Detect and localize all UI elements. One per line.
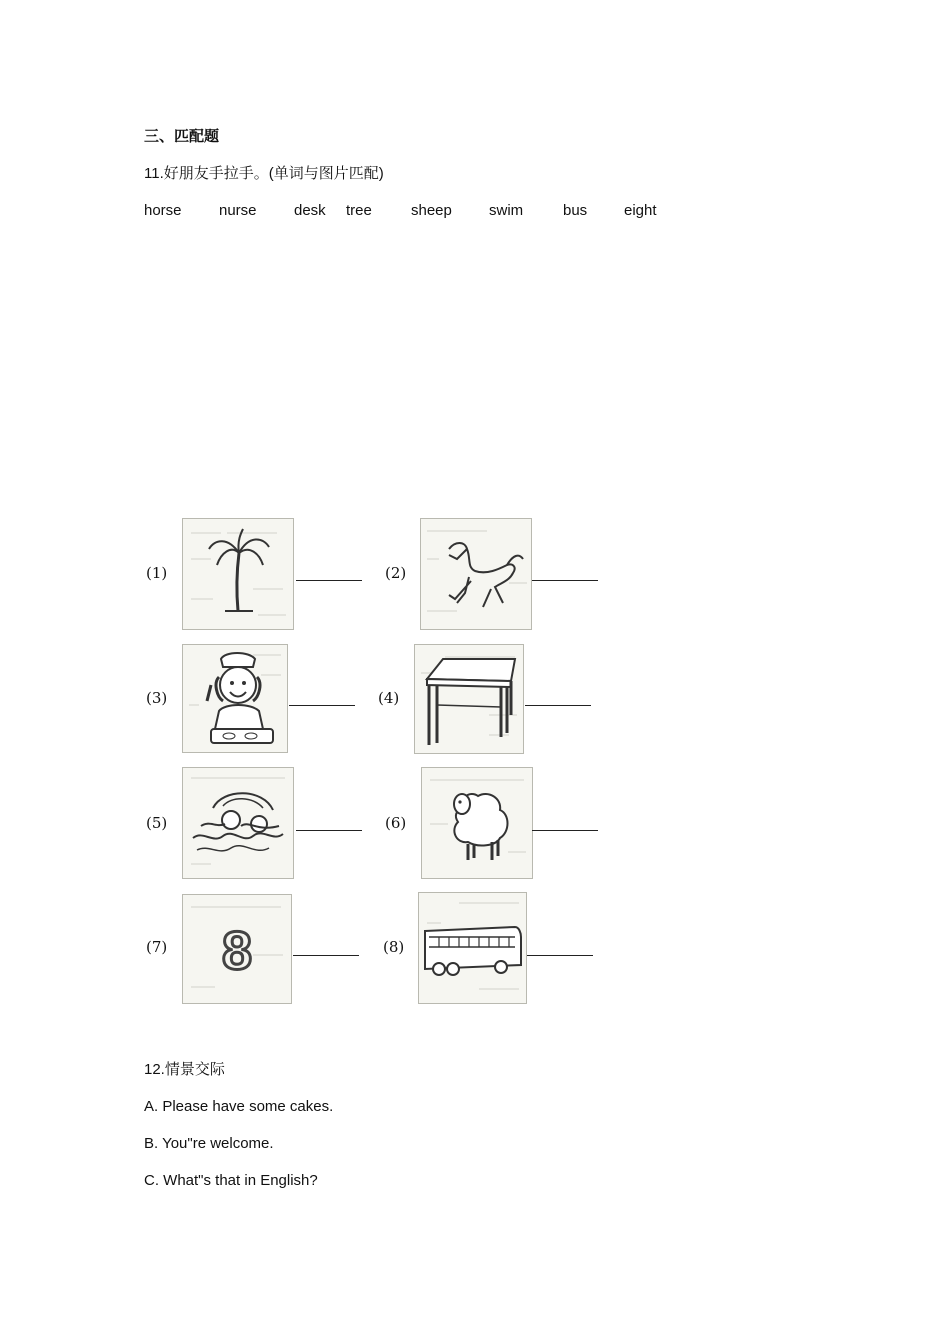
eight-glyph: 8 — [221, 921, 253, 981]
answer-blank-5[interactable] — [296, 830, 362, 831]
answer-blank-8[interactable] — [527, 955, 593, 956]
answer-blank-3[interactable] — [289, 705, 355, 706]
word-tree: tree — [346, 202, 372, 219]
option-c: C. What"s that in English? — [144, 1172, 318, 1189]
word-horse: horse — [144, 202, 182, 219]
sheep-icon — [421, 767, 533, 879]
answer-blank-2[interactable] — [532, 580, 598, 581]
word-nurse: nurse — [219, 202, 257, 219]
bus-icon — [418, 892, 527, 1004]
horse-icon — [420, 518, 532, 630]
item-label-7: (7) — [146, 938, 168, 956]
option-a: A. Please have some cakes. — [144, 1098, 334, 1115]
answer-blank-6[interactable] — [532, 830, 598, 831]
item-label-5: (5) — [146, 814, 168, 832]
number-eight-icon — [182, 894, 292, 1004]
word-sheep: sheep — [411, 202, 452, 219]
answer-blank-1[interactable] — [296, 580, 362, 581]
word-bus: bus — [563, 202, 588, 219]
item-label-8: (8) — [383, 938, 405, 956]
question-12-title: 12.情景交际 — [144, 1061, 225, 1078]
item-label-1: (1) — [146, 564, 168, 582]
item-label-2: (2) — [385, 564, 407, 582]
answer-blank-4[interactable] — [525, 705, 591, 706]
question-11-title: 11.好朋友手拉手。(单词与图片匹配) — [144, 165, 384, 182]
item-label-4: (4) — [378, 689, 400, 707]
section-title: 三、匹配题 — [144, 128, 220, 145]
word-eight: eight — [624, 202, 657, 219]
palm-tree-icon — [182, 518, 294, 630]
word-desk: desk — [294, 202, 326, 219]
item-label-6: (6) — [385, 814, 407, 832]
item-label-3: (3) — [146, 689, 168, 707]
word-swim: swim — [489, 202, 524, 219]
answer-blank-7[interactable] — [293, 955, 359, 956]
desk-icon — [414, 644, 524, 754]
option-b: B. You"re welcome. — [144, 1135, 274, 1152]
swimming-icon — [182, 767, 294, 879]
nurse-icon — [182, 644, 288, 753]
